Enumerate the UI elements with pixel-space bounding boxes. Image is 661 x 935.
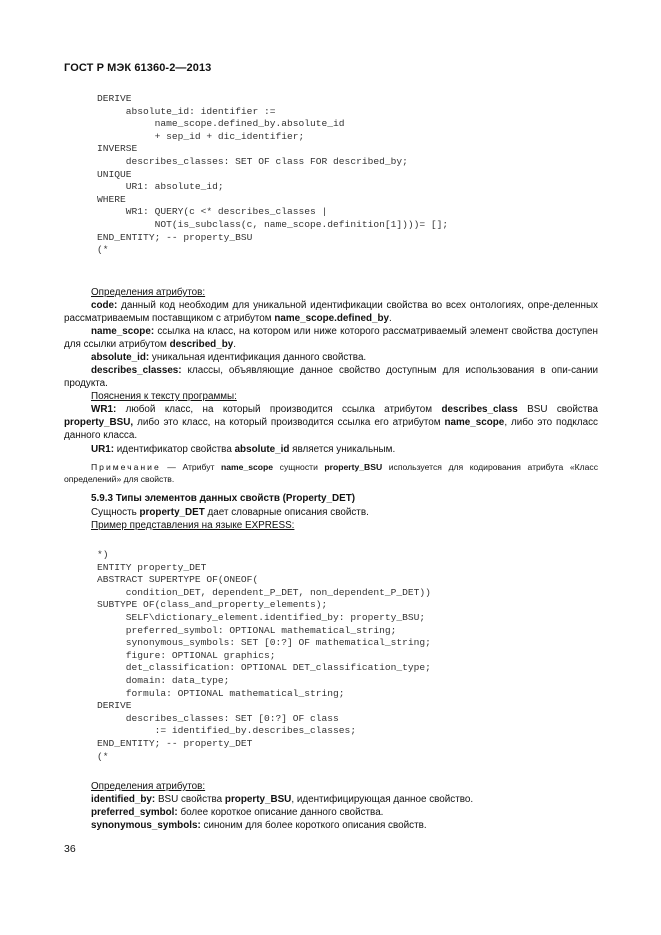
wr1-text-1: любой класс, на который производится ссылка атрибутом (116, 404, 442, 415)
def-name-scope (64, 325, 598, 351)
term-synonymous-symbols: synonymous_symbols: (91, 820, 201, 831)
note-ur1 (91, 443, 598, 456)
term-identified-by: identified_by: (91, 794, 156, 805)
ur1-text-1: идентификатор свойства (114, 444, 235, 455)
intro-text-1: Сущность (91, 507, 140, 518)
def-code-end: . (389, 313, 392, 325)
preferred-text: более короткое описание данного свойства. (177, 807, 384, 818)
term-ur1: UR1: (91, 444, 115, 455)
ref-absolute-id: absolute_id (234, 444, 290, 455)
def-name-scope-end: . (233, 339, 236, 351)
term-code: code: (91, 300, 118, 311)
section-heading: 5.9.3 Типы элементов данных свойств (Property_DET) (91, 493, 356, 504)
term-absolute-id: absolute_id: (91, 352, 150, 363)
def-preferred-symbol (91, 806, 598, 819)
program-notes-title: Пояснения к тексту программы: (91, 391, 237, 402)
note-ref-property-bsu: property_BSU (324, 462, 383, 472)
ref-described-by: described_by (169, 339, 234, 351)
note-label: Примечание (91, 462, 161, 472)
term-preferred-symbol: preferred_symbol: (91, 807, 178, 818)
express-example-title: Пример представления на языке EXPRESS: (91, 520, 295, 531)
note-text-3: используется для кодирования атрибута «Класс определений» для свойств. (64, 462, 598, 484)
ref-name-scope-defined-by: name_scope.defined_by (274, 313, 390, 325)
ref-property-det: property_DET (139, 507, 205, 518)
def-absolute-id-text: уникальная идентификация данного свойства. (149, 352, 367, 363)
def-name-scope-text: ссылка на класс, на котором или ниже которого рассматриваемый элемент свойства доступен для ссылки атрибутом (64, 326, 598, 351)
term-wr1: WR1: (91, 404, 117, 415)
note-text-1: — Атрибут (160, 462, 222, 472)
ref-describes-class: describes_class (441, 404, 518, 415)
def-describes-classes (64, 364, 598, 390)
def-synonymous-symbols (91, 819, 598, 832)
def-describes-classes-text: классы, объявляющие данное свойство доступным для использования в опи-сании продукта. (64, 365, 598, 390)
def-absolute-id (91, 351, 598, 364)
term-describes-classes: describes_classes: (91, 365, 182, 376)
identified-text-2: , идентифицирующая данное свойство. (291, 794, 474, 805)
wr1-text-4: , либо это подкласс данного класса. (64, 417, 598, 442)
document-header: ГОСТ Р МЭК 61360-2—2013 (64, 62, 212, 74)
attribute-definitions-title: Определения атрибутов: (91, 287, 206, 298)
entity-intro (91, 506, 598, 519)
express-code-block-1: DERIVE absolute_id: identifier := name_scope.defined_by.absolute_id + sep_id + dic_identifier; INVERSE describes_classes: SET OF class FOR described_by; UNIQUE UR1: absolute_id; WHERE WR1: QUERY(c <* describes_classes | NOT(is_subclass(c, name_scope.definition[1])))= []; END_ENTITY; -- property_BSU (* (97, 93, 449, 256)
intro-text-2: дает словарные описания свойств. (204, 507, 369, 518)
ur1-text-2: является уникальным. (289, 444, 396, 455)
def-identified-by (91, 793, 598, 806)
wr1-text-3: либо это класс, на который производится ссылка его атрибутом (133, 417, 445, 429)
express-code-block-2: *) ENTITY property_DET ABSTRACT SUPERTYPE OF(ONEOF( condition_DET, dependent_P_DET, non_dependent_P_DET)) SUBTYPE OF(class_and_property_elements); SELF\dictionary_element.identified_by: property_BSU; preferred_symbol: OPTIONAL mathematical_string; synonymous_symbols: SET [0:?] OF mathematical_string; figure: OPTIONAL graphics; det_classification: OPTIONAL DET_classification_type; domain: data_type; formula: OPTIONAL mathematical_string; DERIVE describes_classes: SET [0:?] OF class := identified_by.describes_classes; END_ENTITY; -- property_DET (* (97, 549, 431, 762)
note-paragraph (64, 461, 598, 485)
synonymous-text: синоним для более короткого описания свойств. (200, 820, 427, 831)
def-code-text: данный код необходим для уникальной идентификации свойства во всех онтологиях, опре-деленных рассматриваемым поставщиком с атрибутом (64, 300, 598, 325)
note-wr1 (64, 403, 598, 443)
page-number: 36 (64, 843, 76, 855)
ref-name-scope: name_scope (444, 417, 505, 429)
note-text-2: сущности (273, 462, 325, 472)
def-code (64, 299, 598, 325)
ref-property-bsu: property_BSU, (64, 417, 134, 429)
ref-property-bsu-2: property_BSU (224, 794, 292, 805)
wr1-text-2: BSU свойства (517, 404, 598, 415)
term-name-scope: name_scope: (91, 326, 155, 337)
attribute-definitions-title-2: Определения атрибутов: (91, 781, 206, 792)
identified-text-1: BSU свойства (155, 794, 225, 805)
note-ref-name-scope: name_scope (221, 462, 274, 472)
